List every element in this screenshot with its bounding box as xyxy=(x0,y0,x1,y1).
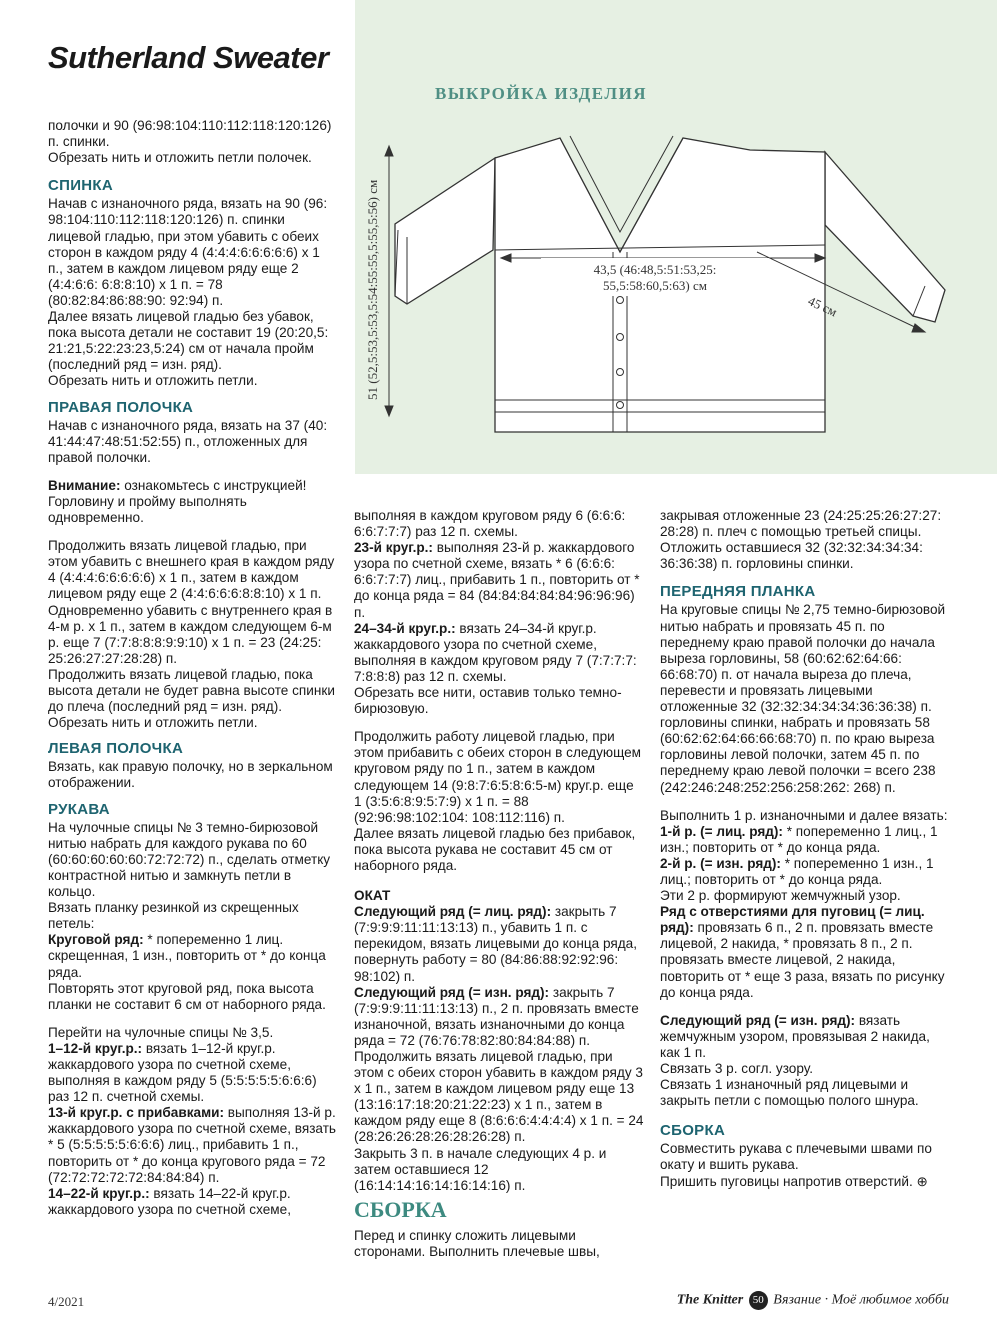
text-paragraph: Выполнить 1 р. изнаночными и далее вязать: xyxy=(660,807,948,823)
text-paragraph: Отложить оставшиеся 32 (32:32:34:34:34: 36:36:38) п. горловины спинки. xyxy=(660,540,923,572)
text-paragraph: Перейти на чулочные спицы № 3,5. xyxy=(48,1024,274,1040)
footer-brand xyxy=(677,1291,949,1310)
width-label-line1: 43,5 (46:48,5:51:53,25: xyxy=(593,262,717,277)
column-2 xyxy=(354,508,644,1260)
attention-paragraph: Внимание: ознакомьтесь с инструкцией! Горловину и пройму выполнять одновременно. xyxy=(48,477,307,526)
text-paragraph: Далее вязать лицевой гладью без прибавок, пока высота рукава не составит 45 см от наборного ряда. xyxy=(354,825,636,873)
section-heading-right-front: ПРАВАЯ ПОЛОЧКА xyxy=(48,398,194,416)
text-paragraph: Связать 3 р. согл. узору. xyxy=(660,1061,813,1076)
text-paragraph: 13-й круг.р. с прибавками: выполняя 13-й р. жаккардового узора по счетной схеме, вязать * 5 (5:5:5:5:5:6:6:6) лиц., прибавить 1 п., повторить от * до конца кругового ряда = 72 (72:72:72:72:72:84:84:84) п. xyxy=(48,1105,336,1185)
text-paragraph: 1-й р. (= лиц. ряд): * попеременно 1 лиц., 1 изн.; повторить от * до конца ряда. xyxy=(660,823,938,855)
text-paragraph: 1–12-й круг.р.: вязать 1–12-й круг.р. жаккардового узора по счетной схеме, выполняя в каждом ряду 5 (5:5:5:5:5:6:6:6) раз 12 п. счетной схемы. xyxy=(48,1040,317,1105)
text-paragraph: Начав с изнаночного ряда, вязать на 90 (96: 98:104:110:112:118:120:126) п. спинки лицевой гладью, при этом убавить с обеих сторон в каждом ряду 4 (4:4:4:6:6:6:6:6) х 1 п., затем в каждом лицевом ряду еще 2 (4:4:6:6: 6:8:8:10) х 1 п. = 78 (80:82:84:86:88:90: 92:94) п. xyxy=(48,196,328,308)
text-paragraph: Эти 2 р. формируют жемчужный узор. xyxy=(660,888,901,904)
text-paragraph: полочки и 90 (96:98:104:110:112:118:120:126) п. спинки. xyxy=(48,118,332,150)
section-heading-sleeves: РУКАВА xyxy=(48,800,110,818)
footer-tagline: Вязание · Моё любимое хобби xyxy=(773,1292,949,1308)
column-3 xyxy=(660,508,950,1190)
length-dimension xyxy=(385,146,393,416)
text-paragraph: Следующий ряд (= изн. ряд): закрыть 7 (7:9:9:9:11:11:13:13) п., 2 п. провязать вместе изнаночной, вязать изнаночными до конца ряда = 72 (76:76:78:82:80:84:84:88) п. xyxy=(354,984,639,1048)
text-paragraph: Продолжить вязать лицевой гладью, при этом с обеих сторон убавить в каждом ряду 3 х 1 п., затем в каждом лицевом ряду еще 13 (13:16:17:18:20:21:22:23) х 1 п., затем в каждом ряду еще 8 (8:6:6:6:4:4:4:4) х 1 п. = 24 (28:26:26:28:26:28:26:28) п. xyxy=(354,1049,644,1145)
text-paragraph: Вязать планку резинкой из скрещенных петель: xyxy=(48,900,299,932)
text-paragraph: Обрезать нить и отложить петли полочек. xyxy=(48,150,312,166)
text-paragraph: 14–22-й круг.р.: вязать 14–22-й круг.р. жаккардового узора по счетной схеме, xyxy=(48,1185,291,1217)
section-heading-left-front: ЛЕВАЯ ПОЛОЧКА xyxy=(48,740,184,758)
text-paragraph: Повторять этот круговой ряд, пока высота планки не составит 6 см от наборного ряда. xyxy=(48,980,326,1012)
sweater-diagram xyxy=(355,0,997,474)
text-paragraph: Продолжить вязать лицевой гладью, при этом убавить с внешнего края в каждом ряду 4 (4:4:4:6:6:6:6:6) х 1 п., затем в каждом лицевом ряду еще 2 (4:4:6:6:6:8:8:10) х 1 п. Одновременно убавить с внутреннего края в 4-м р. х 1 п., затем в каждом следующем 6-м р. еще 7 (7:7:8:8:8:9:9:10) х 1 п. = 23 (24:25: 25:26:27:27:28:28) п. xyxy=(48,538,335,666)
section-heading-front-band: ПЕРЕДНЯЯ ПЛАНКА xyxy=(660,583,816,601)
section-heading-cap: ОКАТ xyxy=(354,888,391,904)
section-heading-back: СПИНКА xyxy=(48,177,114,195)
text-paragraph: 24–34-й круг.р.: вязать 24–34-й круг.р. жаккардового узора по счетной схеме, выполняя в каждом круговом ряду 7 (7:7:7:7: 7:8:8:8) раз 12 п. схемы. xyxy=(354,620,637,684)
text-paragraph: Обрезать нить и отложить петли. xyxy=(48,373,258,389)
text-paragraph: Совместить рукава с плечевыми швами по окату и вшить рукава. xyxy=(660,1141,932,1173)
text-paragraph: 2-й р. (= изн. ряд): * попеременно 1 изн., 1 лиц.; повторить от * до конца ряда. xyxy=(660,855,934,887)
text-paragraph: Пришить пуговицы напротив отверстий. ⊕ xyxy=(660,1173,928,1189)
text-paragraph: На круговые спицы № 2,75 темно-бирюзовой нитью набрать и провязать 45 п. по переднему краю правой полочки до начала выреза горловины, 58 (60:62:62:64:66: 66:68:70) п. от начала выреза до плеча, перевести и провязать лицевыми отложенные 32 (32:32:34:34:34:36:36:38) п. горловины спинки, набрать и провязать 58 (60:62:62:64:66:66:68:70) п. по краю выреза горловины левой полочки, затем 45 п. по переднему краю левой полочки = всего 238 (242:246:248:252:256:258:262: 268) п. xyxy=(660,602,946,795)
length-label: 51 (52,5:53,5:53,5:54:55:55,5:55,5:56) см xyxy=(365,179,380,400)
text-paragraph: Обрезать все нити, оставив только темно-бирюзовую. xyxy=(354,685,622,717)
text-paragraph: Начав с изнаночного ряда, вязать на 37 (40: 41:44:47:48:51:52:55) п., отложенных для правой полочки. xyxy=(48,417,328,465)
page-title: Sutherland Sweater xyxy=(48,40,329,75)
text-paragraph: 23-й круг.р.: выполняя 23-й р. жаккардового узора по счетной схеме, вязать * 6 (6:6:6: 6:6:7:7:7) лиц., прибавить 1 п., повторить от * до конца ряда = 84 (84:84:84:84:84:96:96:96) п. xyxy=(354,540,640,620)
text-paragraph: Далее вязать лицевой гладью без убавок, пока высота детали не составит 19 (20:20,5: 21:21,5:22:23:23,5:24) см от начала пройм (последний ряд = изн. ряд). xyxy=(48,309,329,373)
text-paragraph: выполняя в каждом круговом ряду 6 (6:6:6: 6:6:7:7:7) раз 12 п. схемы. xyxy=(354,508,626,540)
text-paragraph: закрывая отложенные 23 (24:25:25:26:27:27: 28:28) п. плеч с помощью третьей спицы. xyxy=(660,508,942,540)
text-paragraph: Перед и спинку сложить лицевыми сторонами. Выполнить плечевые швы, xyxy=(354,1227,600,1260)
section-heading-finishing: СБОРКА xyxy=(660,1122,726,1140)
sleeve-label: 45 см xyxy=(805,293,840,320)
page-number: 50 xyxy=(749,1291,768,1310)
width-label-line2: 55,5:58:60,5:63) см xyxy=(603,278,707,293)
column-1 xyxy=(48,118,338,1218)
text-paragraph: Вязать, как правую полочку, но в зеркальном отображении. xyxy=(48,759,333,791)
text-paragraph: Следующий ряд (= лиц. ряд): закрыть 7 (7:9:9:9:11:11:13:13) п., убавить 1 п. с перекидом, вязать лицевыми до конца ряда, повернуть работу = 80 (84:86:88:92:92:96: 98:102) п. xyxy=(354,904,638,984)
section-heading-assembly: СБОРКА xyxy=(354,1196,447,1222)
text-paragraph: Связать 1 изнаночный ряд лицевыми и закрыть петли с помощью полого шнура. xyxy=(660,1077,919,1109)
text-paragraph: Следующий ряд (= изн. ряд): вязать жемчужным узором, провязывая 2 накида, как 1 п. xyxy=(660,1012,930,1060)
schema-title: ВЫКРОЙКА ИЗДЕЛИЯ xyxy=(435,84,648,103)
footer-issue: 4/2021 xyxy=(48,1294,85,1309)
text-paragraph: Круговой ряд: * попеременно 1 лиц. скрещенная, 1 изн., повторить от * до конца ряда. xyxy=(48,932,326,980)
text-paragraph: Продолжить вязать лицевой гладью, пока высота детали не будет равна высоте спинки до плеча (последний ряд = изн. ряд). Обрезать нить и отложить петли. xyxy=(48,666,335,731)
schema-panel xyxy=(355,0,997,474)
text-paragraph: Продолжить работу лицевой гладью, при этом прибавить с обеих сторон в следующем круговом ряду по 1 п., затем в каждом следующем 14 (9:8:7:6:5:8:6:5-м) круг.р. еще 1 (3:5:6:8:9:5:7:9) х 1 п. = 88 (92:96:98:102:104: 108:112:116) п. xyxy=(354,729,642,825)
text-paragraph: Ряд с отверстиями для пуговиц (= лиц. ряд): провязать 6 п., 2 п. провязать вместе лицевой, 2 накида, * провязать 8 п., 2 п. провязать вместе лицевой, 2 накида, повторить от * еще 3 раза, вязать по рисунку до конца ряда. xyxy=(660,904,945,1000)
text-paragraph: На чулочные спицы № 3 темно-бирюзовой нитью набрать для каждого рукава по 60 (60:60:60:60:60:72:72:72) п., сделать отметку контрастной нитью и замкнуть петли в кольцо. xyxy=(48,819,331,900)
footer-magazine-name: The Knitter xyxy=(676,1292,744,1308)
text-paragraph: Закрыть 3 п. в начале следующих 4 р. и затем оставшиеся 12 (16:14:14:16:14:16:14:16) п. xyxy=(354,1145,607,1193)
